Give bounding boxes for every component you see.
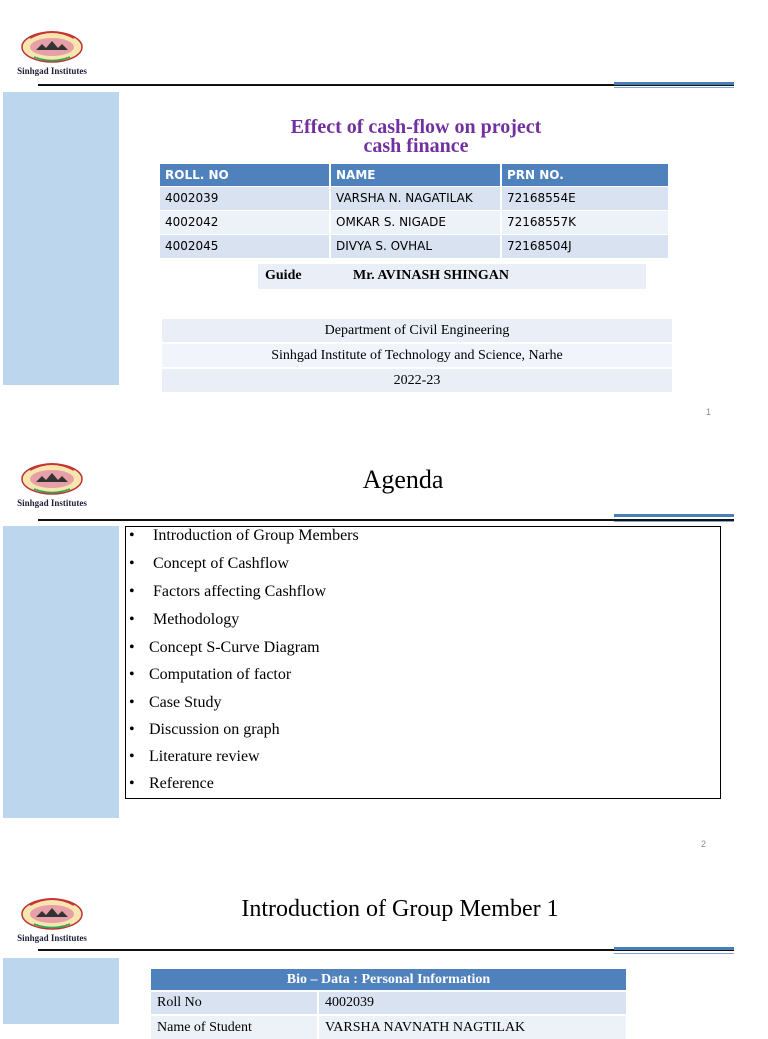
list-item	[129, 583, 326, 601]
header-accent-rule-thin	[614, 953, 734, 954]
agenda-item-text: Literature review	[149, 748, 260, 765]
table-row	[160, 186, 669, 210]
logo-emblem-icon	[10, 458, 94, 498]
institute-name: Sinhgad Institute of Technology and Science, Narhe	[162, 344, 672, 369]
header-accent-rule	[614, 947, 734, 950]
list-item	[129, 527, 359, 545]
list-item	[129, 666, 291, 684]
header-name: NAME	[330, 164, 501, 186]
logo-caption: Sinhgad Institutes	[17, 498, 87, 508]
logo-emblem-icon	[10, 26, 94, 66]
list-item	[129, 775, 214, 793]
header-accent-rule	[614, 82, 734, 85]
field-value: VARSHA NAVNATH NAGTILAK	[318, 1015, 626, 1039]
prn-cell: 72168504J	[501, 234, 669, 258]
bullet: •	[129, 748, 135, 765]
field-value: 4002039	[318, 991, 626, 1015]
department-box	[162, 319, 672, 394]
guide-name: Mr. AVINASH SHINGAN	[353, 268, 509, 283]
agenda-title: Agenda	[362, 465, 444, 494]
field-label: Name of Student	[151, 1015, 318, 1039]
prn-cell: 72168554E	[501, 186, 669, 210]
page-number: 1	[706, 407, 712, 417]
slide-1	[0, 0, 768, 430]
table-header-row	[151, 969, 626, 991]
side-panel	[3, 92, 119, 385]
table-row	[151, 991, 626, 1015]
agenda-item-text: Concept of Cashflow	[153, 555, 289, 572]
members-table	[160, 164, 670, 258]
header-accent-rule-thin	[614, 521, 734, 522]
agenda-item-text: Concept S-Curve Diagram	[149, 639, 320, 656]
page-number: 2	[701, 839, 707, 849]
project-title: Effect of cash-flow on project cash finance	[290, 116, 542, 157]
roll-no-cell: 4002045	[160, 234, 330, 258]
bio-data-header: Bio – Data : Personal Information	[151, 969, 626, 991]
table-row	[160, 234, 669, 258]
list-item	[129, 611, 239, 629]
table-row	[160, 210, 669, 234]
table-row	[151, 1015, 626, 1039]
logo-emblem-icon	[10, 893, 94, 933]
bullet: •	[129, 583, 135, 600]
department-name: Department of Civil Engineering	[162, 319, 672, 344]
roll-no-cell: 4002042	[160, 210, 330, 234]
name-cell: DIVYA S. OVHAL	[330, 234, 501, 258]
list-item	[129, 721, 280, 739]
guide-row	[258, 264, 646, 289]
bullet: •	[129, 555, 135, 572]
list-item	[129, 694, 221, 712]
roll-no-cell: 4002039	[160, 186, 330, 210]
agenda-item-text: Discussion on graph	[149, 721, 280, 738]
academic-year: 2022-23	[162, 369, 672, 394]
sinhgad-logo	[10, 893, 94, 947]
bullet: •	[129, 611, 135, 628]
bullet: •	[129, 721, 135, 738]
guide-label: Guide	[265, 268, 302, 283]
prn-cell: 72168557K	[501, 210, 669, 234]
name-cell: VARSHA N. NAGATILAK	[330, 186, 501, 210]
bullet: •	[129, 639, 135, 656]
agenda-item-text: Computation of factor	[149, 666, 292, 683]
logo-caption: Sinhgad Institutes	[17, 66, 87, 76]
field-label: Roll No	[151, 991, 318, 1015]
table-header-row	[160, 164, 669, 186]
sinhgad-logo	[10, 458, 94, 512]
bullet: •	[129, 775, 135, 792]
member-intro-title: Introduction of Group Member 1	[241, 896, 559, 922]
logo-caption: Sinhgad Institutes	[17, 933, 87, 943]
bullet: •	[129, 694, 135, 711]
name-cell: OMKAR S. NIGADE	[330, 210, 501, 234]
side-panel	[3, 526, 119, 818]
agenda-list	[125, 526, 721, 799]
agenda-item-text: Reference	[149, 775, 214, 792]
header-roll-no: ROLL. NO	[160, 164, 330, 186]
header-accent-rule	[614, 514, 734, 517]
bullet: •	[129, 527, 135, 544]
agenda-item-text: Methodology	[153, 611, 240, 628]
bullet: •	[129, 666, 135, 683]
side-panel	[3, 958, 119, 1024]
list-item	[129, 748, 260, 766]
sinhgad-logo	[10, 26, 94, 80]
header-accent-rule-thin	[614, 87, 734, 88]
bio-data-table	[151, 969, 626, 1039]
list-item	[129, 639, 320, 657]
list-item	[129, 555, 289, 573]
header-prn-no: PRN NO.	[501, 164, 669, 186]
agenda-item-text: Case Study	[149, 694, 222, 711]
agenda-item-text: Introduction of Group Members	[153, 527, 359, 544]
agenda-item-text: Factors affecting Cashflow	[153, 583, 326, 600]
